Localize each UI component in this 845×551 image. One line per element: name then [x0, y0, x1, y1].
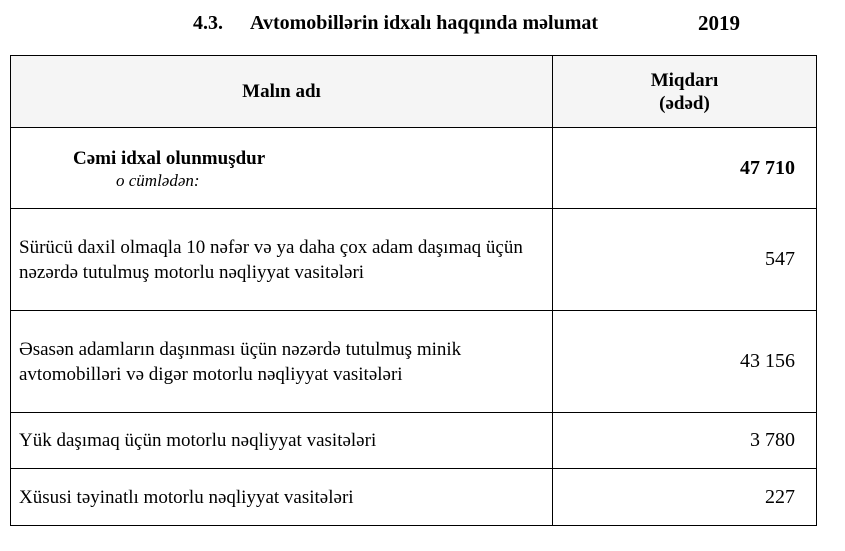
- total-sublabel: o cümlədən:: [116, 171, 200, 190]
- header-quantity: [553, 56, 817, 128]
- table-header-row: [11, 56, 817, 128]
- row-value: 547: [553, 209, 817, 311]
- total-label: Cəmi idxal olunmuşdur: [73, 148, 266, 169]
- section-number: 4.3.: [193, 12, 223, 34]
- row-value: 43 156: [553, 311, 817, 413]
- table-row: [11, 469, 817, 526]
- total-value: 47 710: [553, 128, 817, 209]
- table-row: [11, 209, 817, 311]
- table-row: [11, 311, 817, 413]
- title-year: 2019: [698, 11, 740, 35]
- row-label: Xüsusi təyinatlı motorlu nəqliyyat vasitələri: [11, 469, 553, 526]
- row-label: Sürücü daxil olmaqla 10 nəfər və ya daha çox adam daşımaq üçün nəzərdə tutulmuş motorlu nəqliyyat vasitələri: [11, 209, 553, 311]
- total-label-cell: [11, 128, 553, 209]
- total-row: [11, 128, 817, 209]
- header-quantity-label: Miqdarı: [650, 69, 719, 91]
- row-value: 227: [553, 469, 817, 526]
- row-label: Yük daşımaq üçün motorlu nəqliyyat vasitələri: [11, 413, 553, 469]
- header-quantity-unit: (ədəd): [659, 92, 710, 114]
- page-title: [0, 10, 845, 36]
- row-label: Əsasən adamların daşınması üçün nəzərdə tutulmuş minik avtomobilləri və digər motorlu nəqliyyat vasitələri: [11, 311, 553, 413]
- table-row: [11, 413, 817, 469]
- title-text: Avtomobillərin idxalı haqqında məlumat: [250, 12, 599, 34]
- import-table: [10, 55, 817, 526]
- header-product-name: Malın adı: [11, 56, 553, 128]
- row-value: 3 780: [553, 413, 817, 469]
